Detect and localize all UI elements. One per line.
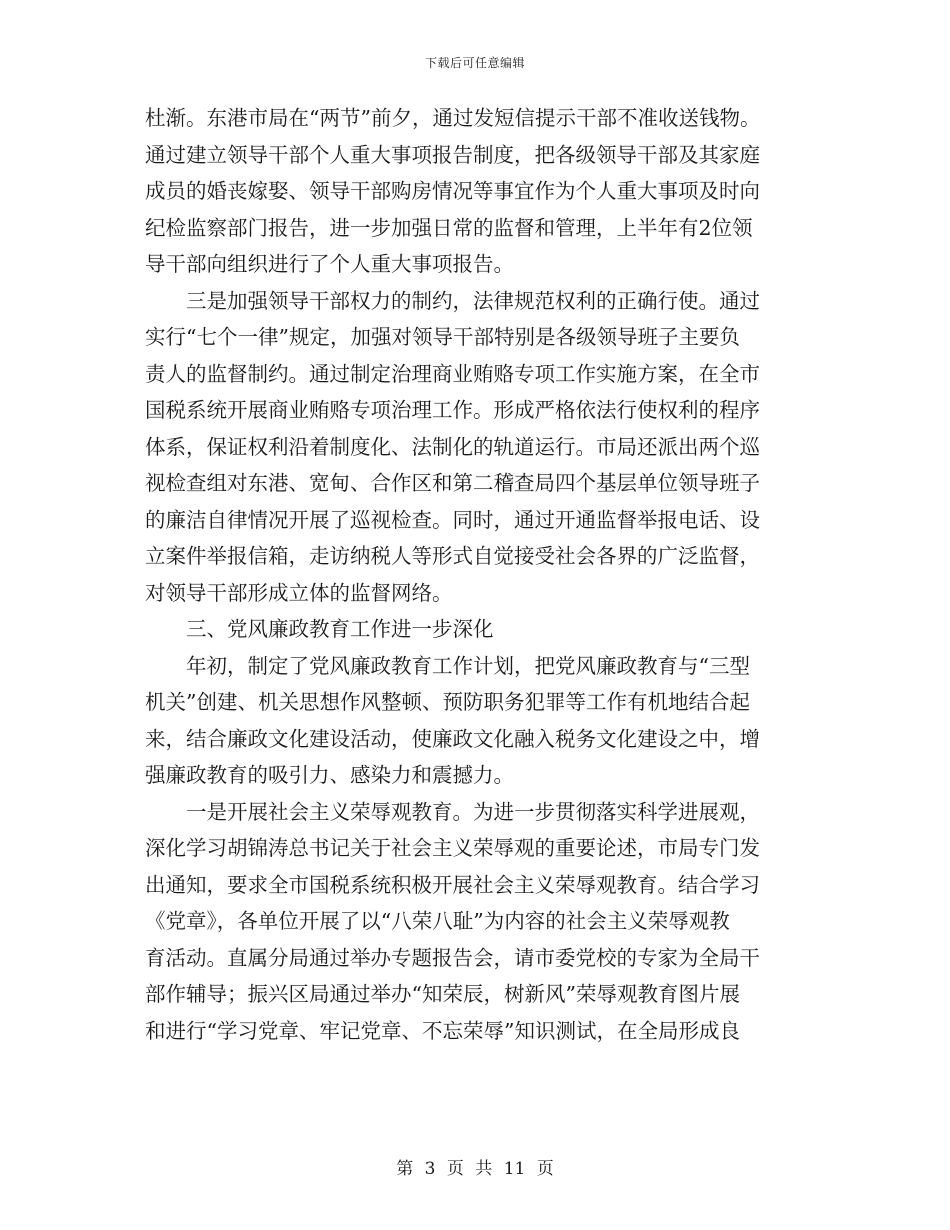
document-body	[145, 100, 807, 1049]
text-line: 深化学习胡锦涛总书记关于社会主义荣辱观的重要论述，市局专门发	[145, 836, 760, 860]
text-line: 杜渐。东港市局在“两节”前夕，通过发短信提示干部不准收送钱物。	[145, 106, 761, 130]
text-line: 部作辅导；振兴区局通过举办“知荣辰，树新风”荣辱观教育图片展	[145, 982, 740, 1006]
text-line: 责人的监督制约。通过制定治理商业贿赂专项工作实施方案，在全市	[145, 361, 760, 386]
text-line: 和进行“学习党章、牢记党章、不忘荣辱”知识测试，在全局形成良	[145, 1018, 740, 1043]
paragraph-2	[145, 283, 807, 612]
text-line: 的廉洁自律情况开展了巡视检查。同时，通过开通监督举报电话、设	[145, 507, 760, 532]
text-line: 对领导干部形成立体的监督网络。	[145, 580, 453, 605]
text-line: 立案件举报信箱，走访纳税人等形式自觉接受社会各界的广泛监督，	[145, 544, 760, 568]
text-line: 国税系统开展商业贿赂专项治理工作。形成严格依法行使权利的程序	[145, 398, 760, 422]
paragraph-1	[145, 100, 807, 283]
text-line: 纪检监察部门报告，进一步加强日常的监督和管理，上半年有2位领	[145, 215, 753, 240]
text-line: 一是开展社会主义荣辱观教育。为进一步贯彻落实科学进展观，	[186, 799, 760, 824]
text-line: 强廉政教育的吸引力、感染力和震撼力。	[145, 763, 514, 787]
text-line: 年初，制定了党风廉政教育工作计划，把党风廉政教育与“三型	[186, 653, 750, 678]
page-footer: 第 3 页 共 11 页	[396, 1159, 554, 1179]
text-line: 育活动。直属分局通过举办专题报告会，请市委党校的专家为全局干	[145, 945, 760, 970]
page-header: 下载后可任意编辑	[424, 56, 525, 70]
text-line: 导干部向组织进行了个人重大事项报告。	[145, 252, 514, 276]
section-heading	[145, 611, 807, 648]
paragraph-4	[145, 794, 807, 1050]
text-line: 三是加强领导干部权力的制约，法律规范权利的正确行使。通过	[186, 288, 760, 313]
text-line: 机关”创建、机关思想作风整顿、预防职务犯罪等工作有机地结合起	[145, 690, 750, 714]
text-line: 出通知，要求全市国税系统积极开展社会主义荣辱观教育。结合学习	[145, 872, 760, 897]
text-line: 体系，保证权利沿着制度化、法制化的轨道运行。市局还派出两个巡	[145, 434, 760, 459]
text-line: 三、党风廉政教育工作进一步深化	[186, 617, 494, 641]
paragraph-3	[145, 648, 807, 794]
text-line: 实行“七个一律”规定，加强对领导干部特别是各级领导班子主要负	[145, 325, 740, 349]
text-line: 通过建立领导干部个人重大事项报告制度，把各级领导干部及其家庭	[145, 142, 760, 167]
text-line: 成员的婚丧嫁娶、领导干部购房情况等事宜作为个人重大事项及时向	[145, 179, 760, 203]
text-line: 视检查组对东港、宽甸、合作区和第二稽查局四个基层单位领导班子	[145, 471, 760, 495]
text-line: 《党章》，各单位开展了以“八荣八耻”为内容的社会主义荣辱观教	[145, 909, 730, 933]
text-line: 来，结合廉政文化建设活动，使廉政文化融入税务文化建设之中，增	[145, 726, 760, 751]
